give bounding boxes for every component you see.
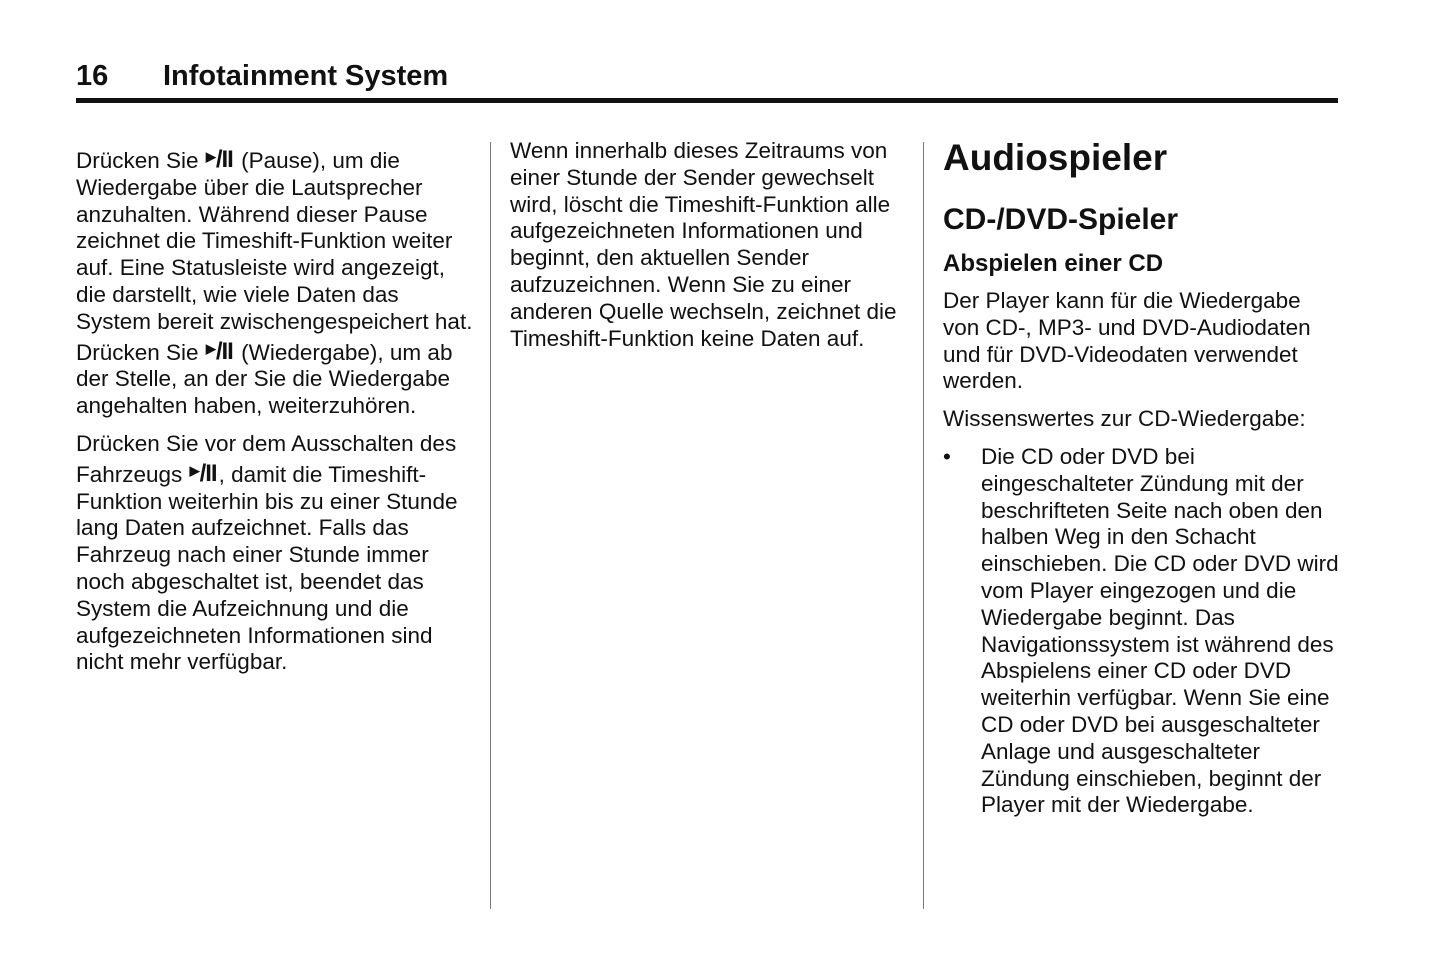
text-run: (Wiedergabe), um ab der Stelle, an der Sie die Wiedergabe angehalten haben, weiterzuhören. (76, 339, 453, 419)
text-run: Drücken Sie (76, 148, 199, 173)
page-header (76, 58, 1338, 103)
text-run: , damit die Timeshift-Funktion weiterhin bis zu einer Stunde lang Daten aufzeichnet. Falls das Fahrzeug nach einer Stunde immer noch abgeschaltet ist, beendet das System die Aufzeichnung und die aufgezeichneten Informationen sind nicht mehr verfügbar. (76, 461, 458, 675)
play-pause-icon: ▶/II (205, 337, 233, 365)
column-divider (490, 142, 491, 909)
play-pause-icon: ▶/II (189, 459, 217, 487)
paragraph-pause (76, 144, 476, 420)
text-run: Drücken Sie vor dem Ausschalten des Fahrzeugs (76, 430, 457, 487)
column-divider (923, 142, 924, 909)
list-item-text: Die CD oder DVD bei eingeschalteter Zündung mit der beschrifteten Seite nach oben den halben Weg in den Schacht einschieben. Die CD oder DVD wird vom Player eingezogen und die Wiedergabe beginnt. Das Navigationssystem ist während des Abspielens einer CD oder DVD weiterhin verfügbar. Wenn Sie eine CD oder DVD bei ausgeschalteter Anlage und ausgeschalteter Zündung einschieben, beginnt der Player mit der Wiedergabe. (981, 443, 1339, 818)
list-item (943, 444, 1343, 819)
bullet-list (943, 444, 1343, 819)
minor-heading: Abspielen einer CD (943, 250, 1164, 277)
column-right (943, 136, 1343, 819)
column-left (76, 144, 476, 676)
paragraph-player-intro: Der Player kann für die Wiedergabe von CD-, MP3- und DVD-Audiodaten und für DVD-Videodaten verwendet werden. (943, 288, 1311, 394)
page-number: 16 (76, 60, 109, 92)
section-heading: Audiospieler (943, 137, 1168, 178)
paragraph-station-change: Wenn innerhalb dieses Zeitraums von einer Stunde der Sender gewechselt wird, löscht die Timeshift-Funktion alle aufgezeichneten Informationen und beginnt, den aktuellen Sender aufzuzeichnen. Wenn Sie zu einer anderen Quelle wechseln, zeichnet die Timeshift-Funktion keine Daten auf. (510, 138, 897, 351)
paragraph-shutdown (76, 431, 476, 676)
paragraph-cd-info: Wissenswertes zur CD-Wiedergabe: (943, 406, 1306, 432)
column-middle (510, 138, 905, 352)
sub-heading: CD-/DVD-Spieler (943, 203, 1179, 236)
text-run: (Pause), um die Wiedergabe über die Lautsprecher anzuhalten. Während dieser Pause zeichnet die Timeshift-Funktion weiter auf. Eine Statusleiste wird angezeigt, die darstellt, wie viele Daten das System bereit zwischengespeichert hat. Drücken Sie (76, 148, 473, 365)
play-pause-icon: ▶/II (205, 146, 233, 173)
bullet-icon: • (943, 443, 951, 469)
chapter-title: Infotainment System (163, 60, 449, 92)
